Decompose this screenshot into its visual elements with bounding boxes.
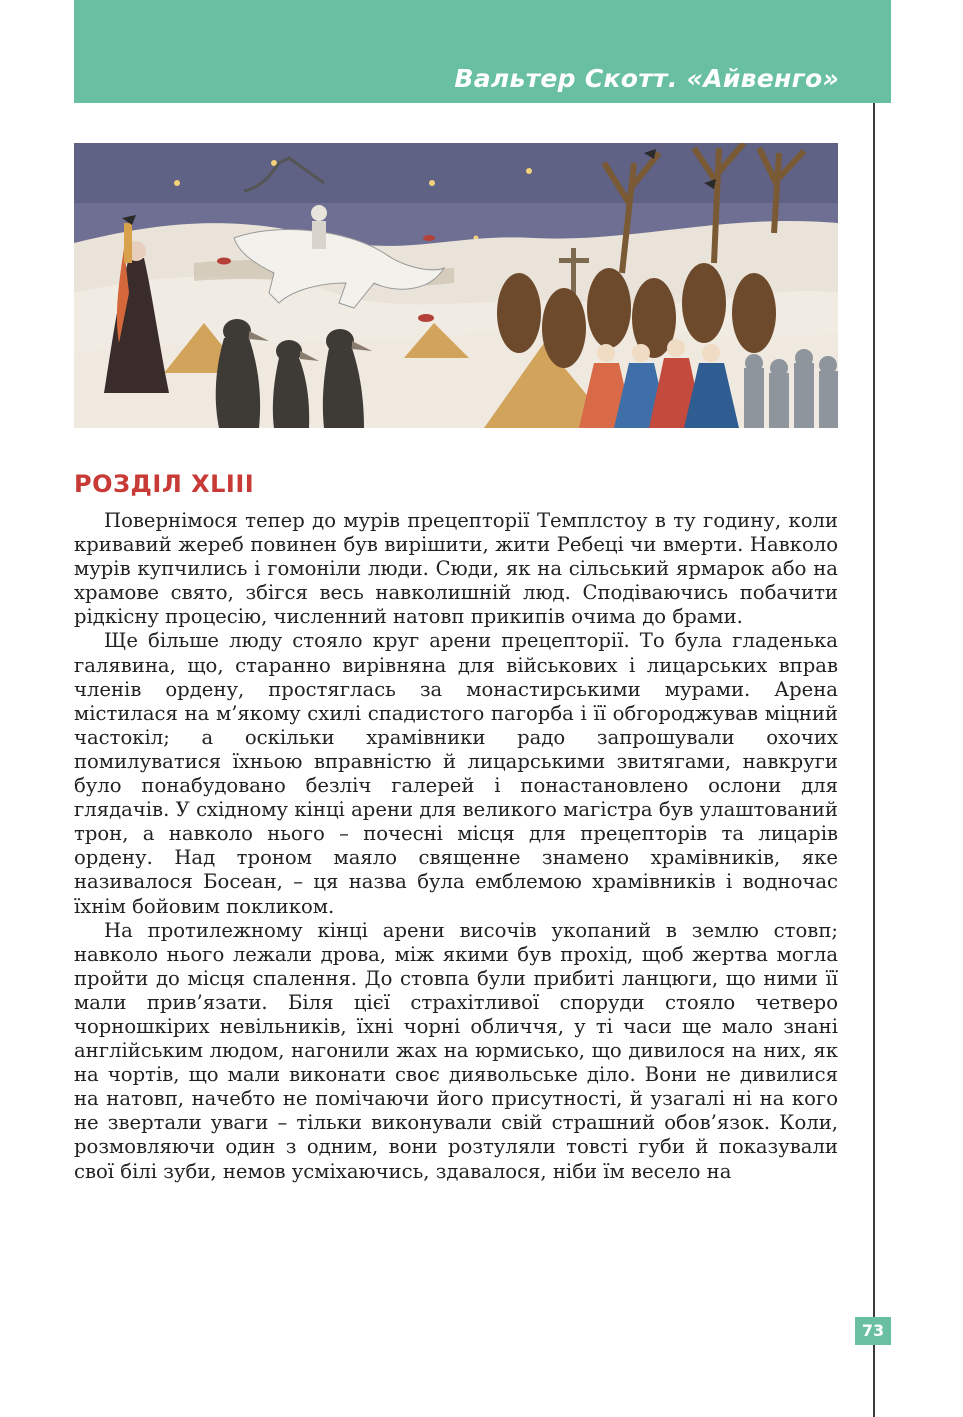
- chapter-heading: РОЗДІЛ XLIII: [74, 470, 255, 498]
- page-number: 73: [855, 1317, 891, 1345]
- paragraph: Повернімося тепер до мурів прецепторії Темплстоу в ту годину, коли кривавий жереб повинен був вирішити, жити Ребеці чи вмерти. Навколо мурів купчились і гомоніли люди. Сюди, як на сільський ярмарок або на храмове свято, збігся весь навколишній люд. Сподіваючись побачити рідкісну процесію, численний натовп прикипів очима до брами.: [74, 509, 838, 629]
- body-text: [74, 509, 838, 1184]
- running-header-title: Вальтер Скотт. «Айвенго»: [454, 64, 839, 93]
- paragraph: На протилежному кінці арени височів укопаний в землю стовп; навколо нього лежали дрова, між якими був прохід, щоб жертва могла пройти до місця спалення. До стовпа були прибиті ланцюги, що ними її мали прив’язати. Біля цієї страхітливої споруди стояло четверо чорношкірих невільників, їхні чорні обличчя, у ті часи ще мало знані англійським людом, нагонили жах на юрмисько, що дивилося на них, як на чортів, що мали виконати своє диявольське діло. Вони не дивилися на натовп, начебто не помічаючи його присутності, й узагалі ні на кого не звертали уваги – тільки виконували свій страшний обов’язок. Коли, розмовляючи один з одним, вони розтуляли товсті губи й показували свої білі зуби, немов усміхаючись, здавалося, ніби їм весело на: [74, 918, 838, 1183]
- medieval-procession-illustration: [74, 143, 838, 428]
- header-band: [74, 0, 891, 103]
- paragraph: Ще більше люду стояло круг арени прецепторії. То була гладенька галявина, що, старанно вирівняна для військових і лицарських вправ членів ордену, простяглась за монастирськими мурами. Арена містилася на м’якому схилі спадистого пагорба і її обгороджував міцний частокіл; а оскільки храмівники радо запрошували охочих помилуватися їхньою вправністю й лицарськими звитягами, навкруги було понабудовано безліч галерей і понастановлено ослони для глядачів. У східному кінці арени для великого магістра був улаштований трон, а навколо нього – почесні місця для прецепторів та лицарів ордену. Над троном маяло священне знамено храмівників, яке називалося Босеан, – ця назва була емблемою храмівників і водночас їхнім бойовим покликом.: [74, 629, 838, 918]
- margin-rule: [873, 103, 875, 1417]
